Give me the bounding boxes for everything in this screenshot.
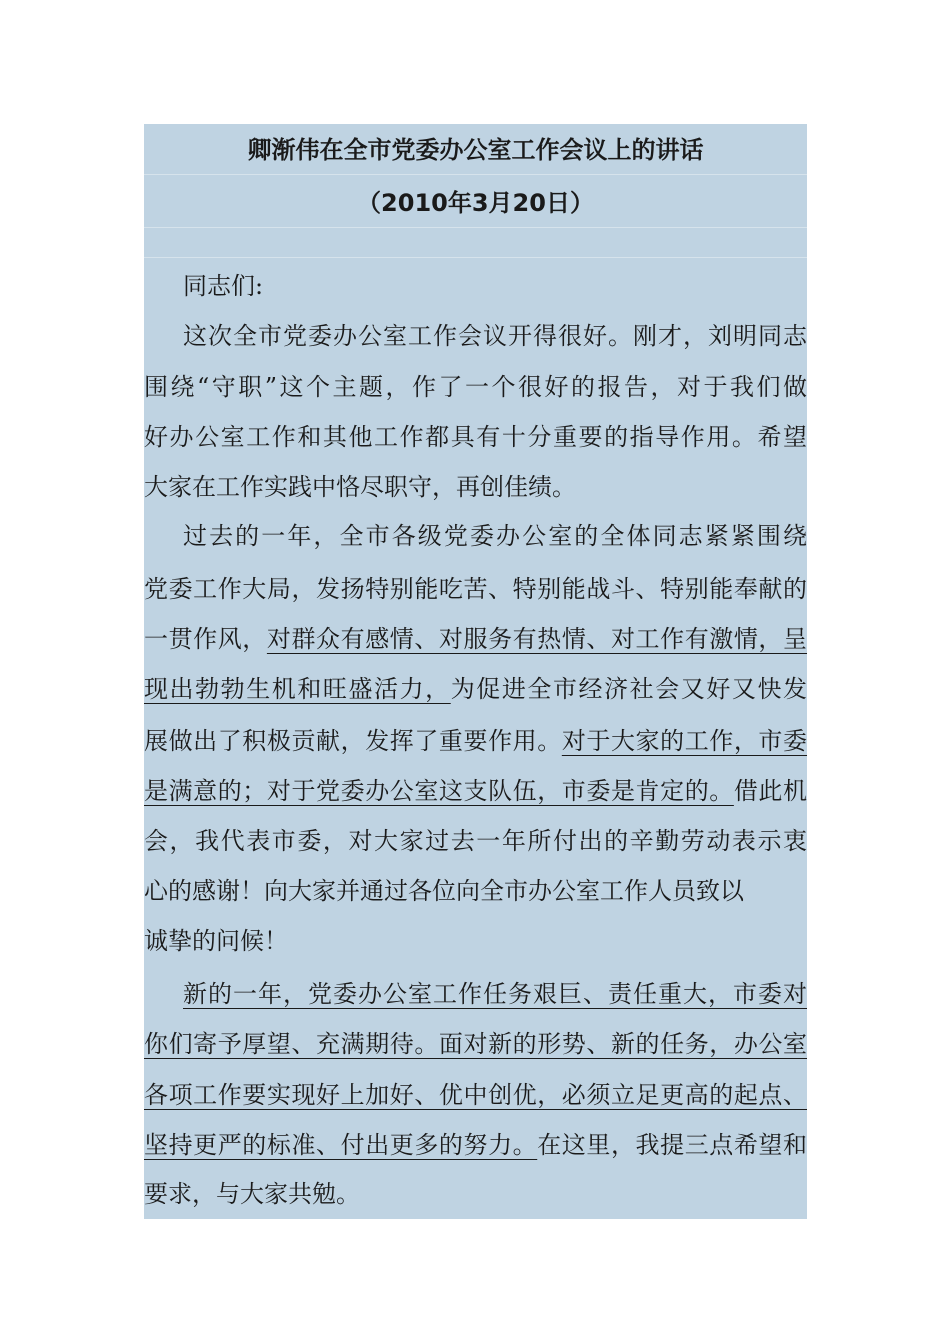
body-text: 好办公室工作和其他工作都具有十分重要的指导作用。希望 [144, 423, 807, 451]
underlined-text: 新的一年，党委办公室工作任务艰巨、责任重大，市委对 [183, 980, 807, 1008]
body-line [144, 716, 807, 766]
body-line [144, 1019, 807, 1069]
body-text: 为促进全市经济社会又好又快发 [450, 675, 808, 703]
body-text: 一贯作风， [144, 625, 267, 653]
underlined-text: 对于大家的工作，市委 [561, 727, 808, 755]
body-line [144, 766, 807, 816]
body-text: 心的感谢！向大家并通过各位向全市办公室工作人员致以 [144, 877, 744, 905]
body-line [144, 564, 807, 614]
body-text: 过去的一年，全市各级党委办公室的全体同志紧紧围绕 [183, 522, 807, 550]
body-line [144, 816, 807, 866]
table-rule [144, 174, 807, 175]
body-text: 这次全市党委办公室工作会议开得很好。刚才，刘明同志 [183, 322, 807, 350]
body-line [144, 462, 807, 512]
body-text: 要求，与大家共勉。 [144, 1180, 360, 1208]
body-line [144, 1120, 807, 1170]
speech-title: 卿渐伟在全市党委办公室工作会议上的讲话 [247, 136, 704, 164]
document-page [144, 124, 807, 1219]
body-line [144, 412, 807, 462]
body-text: 展做出了积极贡献，发挥了重要作用。 [144, 727, 562, 755]
underlined-text: 坚持更严的标准、付出更多的努力。 [144, 1131, 538, 1159]
body-text: 借此机 [733, 777, 808, 805]
body-line [144, 916, 807, 966]
body-text: 围绕“守职”这个主题，作了一个很好的报告，对于我们做 [144, 373, 807, 401]
underlined-text: 对群众有感情、对服务有热情、对工作有激情，呈 [266, 625, 808, 653]
body-text: 党委工作大局，发扬特别能吃苦、特别能战斗、特别能奉献的 [144, 575, 807, 603]
table-rule [144, 227, 807, 228]
body-line [144, 1169, 807, 1219]
speech-date: （2010年3月20日） [357, 189, 594, 217]
underlined-text: 你们寄予厚望、充满期待。面对新的形势、新的任务，办公室 [144, 1030, 807, 1058]
body-line [144, 1070, 807, 1120]
body-line [144, 362, 807, 412]
underlined-text: 是满意的；对于党委办公室这支队伍，市委是肯定的。 [144, 777, 734, 805]
body-text: 会，我代表市委，对大家过去一年所付出的辛勤劳动表示衷 [144, 827, 807, 855]
body-line [144, 614, 807, 664]
underlined-text: 现出勃勃生机和旺盛活力， [144, 675, 451, 703]
body-text: 在这里，我提三点希望和 [537, 1131, 808, 1159]
body-line [144, 969, 807, 1019]
salutation: 同志们: [183, 272, 264, 300]
body-line [144, 311, 807, 361]
body-text: 大家在工作实践中恪尽职守，再创佳绩。 [144, 473, 576, 501]
body-text: 诚挚的问候！ [144, 927, 288, 955]
body-line [144, 866, 807, 916]
body-line [144, 511, 807, 561]
body-line [144, 664, 807, 714]
table-rule [144, 257, 807, 258]
underlined-text: 各项工作要实现好上加好、优中创优，必须立足更高的起点、 [144, 1081, 807, 1109]
